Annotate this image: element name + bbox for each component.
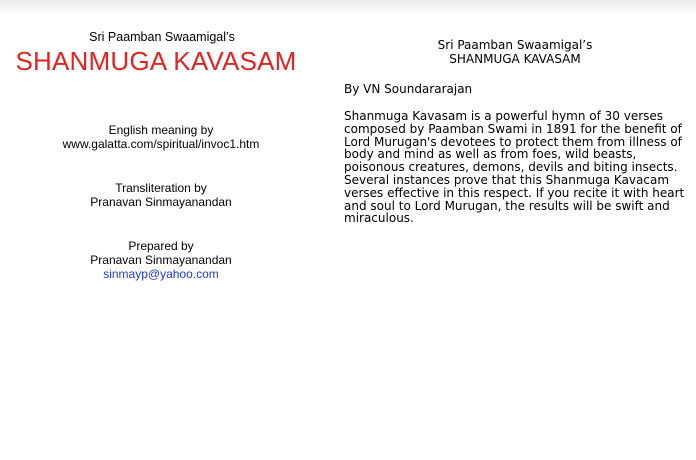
intro-page xyxy=(344,38,694,225)
prepared-label: Prepared by xyxy=(128,239,194,253)
transliteration-label: Transliteration by xyxy=(115,181,207,195)
cover-page xyxy=(0,30,348,281)
transliteration-name: Pranavan Sinmayanandan xyxy=(90,195,232,209)
meaning-label: English meaning by xyxy=(108,123,214,137)
prepared-credit xyxy=(0,239,348,281)
meaning-url: www.galatta.com/spiritual/invoc1.htm xyxy=(62,137,260,151)
top-edge-shade xyxy=(0,0,696,14)
intro-header xyxy=(336,38,694,66)
meaning-credit xyxy=(0,123,348,151)
prepared-name: Pranavan Sinmayanandan xyxy=(90,253,232,267)
intro-title: SHANMUGA KAVASAM xyxy=(449,52,581,66)
email-link[interactable]: sinmayp@yahoo.com xyxy=(103,267,219,281)
cover-title: SHANMUGA KAVASAM xyxy=(15,46,297,76)
transliteration-credit xyxy=(0,181,348,209)
intro-paragraph: Shanmuga Kavasam is a powerful hymn of 30 verses composed by Paamban Swami in 1891 for the benefit of Lord Murugan's devotees to protect them from illness of body and mind as well as from foes, wild beasts, poisonous creatures, demons, devils and biting insects. Several instances prove that this Shanmuga Kavacam verses effective in this respect. If you recite it with heart and soul to Lord Murugan, the results will be swift and miraculous. xyxy=(344,109,685,226)
intro-subtitle: Sri Paamban Swaamigal’s xyxy=(437,38,593,52)
cover-subtitle: Sri Paamban Swaamigal’s xyxy=(89,30,235,44)
byline: By VN Soundararajan xyxy=(344,82,473,96)
